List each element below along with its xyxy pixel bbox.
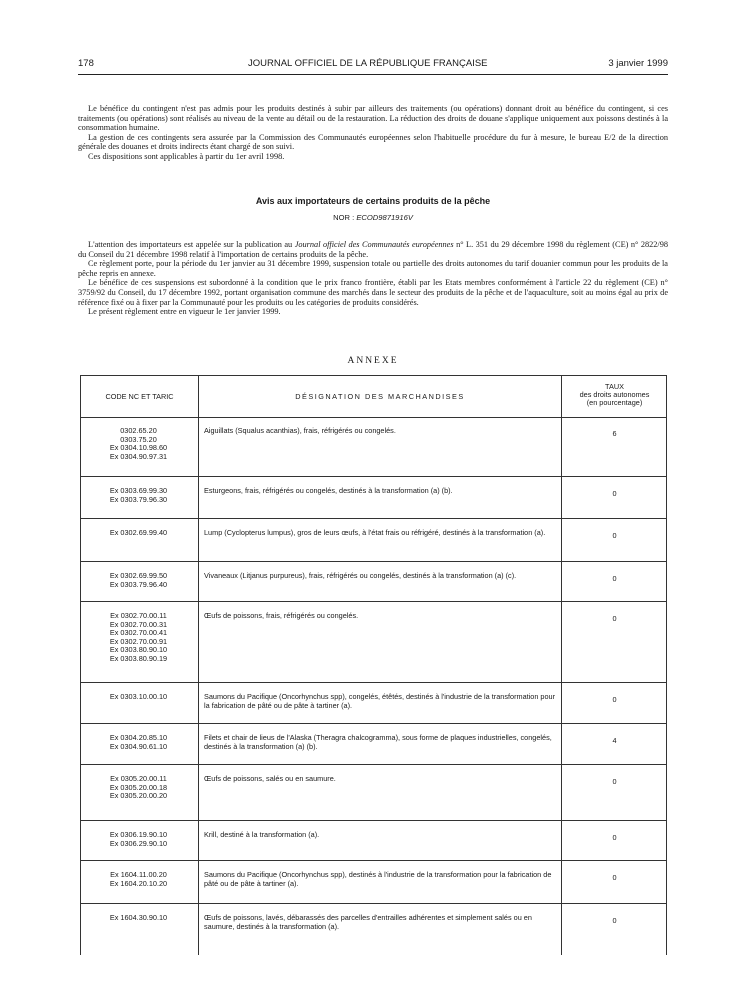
nc-code: Ex 0305.20.00.11 bbox=[110, 774, 167, 783]
nc-code: Ex 0303.80.90.19 bbox=[109, 653, 168, 663]
nc-code: Ex 0303.10.00.10 bbox=[109, 692, 168, 701]
designation: Œufs de poissons, lavés, débarassés des parcelles d'entrailles adhérentes et simplement salés ou en saumure, destinés à la transformation (a). bbox=[204, 913, 532, 931]
nc-code: 0302.65.20 bbox=[120, 426, 157, 435]
taux-value: 0 bbox=[612, 873, 617, 882]
taux-header-line: (en pourcentage) bbox=[586, 398, 643, 407]
nc-code: Ex 0303.79.96.40 bbox=[109, 579, 168, 589]
avis-paragraph: Le présent règlement entre en vigueur le 1er janvier 1999. bbox=[88, 307, 281, 317]
avis-paragraph bbox=[78, 240, 668, 259]
nc-code: Ex 0304.90.61.10 bbox=[109, 741, 168, 751]
nor-code: ECOD9871916V bbox=[356, 213, 413, 222]
avis-title: Avis aux importateurs de certains produits de la pêche bbox=[255, 196, 491, 206]
journal-title: JOURNAL OFFICIEL DE LA RÉPUBLIQUE FRANÇAISE bbox=[248, 58, 488, 69]
nc-code: Ex 0304.20.85.10 bbox=[109, 733, 168, 742]
taux-value: 6 bbox=[612, 429, 617, 438]
table-row bbox=[81, 562, 666, 602]
table-header bbox=[81, 376, 666, 418]
designation: Krill, destiné à la transformation (a). bbox=[204, 830, 320, 839]
nc-taric-codes bbox=[81, 831, 196, 848]
nc-taric-codes bbox=[81, 572, 196, 589]
nc-taric-codes bbox=[81, 871, 196, 888]
nc-code: Ex 0304.90.97.31 bbox=[109, 451, 168, 461]
nc-code: Ex 1604.20.10.20 bbox=[109, 878, 168, 888]
designation: Œufs de poissons, frais, réfrigérés ou congelés. bbox=[204, 611, 359, 620]
issue-date: 3 janvier 1999 bbox=[608, 58, 668, 69]
nc-code: Ex 0303.79.96.30 bbox=[109, 494, 168, 504]
nc-taric-codes bbox=[81, 693, 196, 702]
page-number: 178 bbox=[78, 58, 94, 69]
designation: Lump (Cyclopterus lumpus), gros de leurs œufs, à l'état frais ou réfrigéré, destinés à la transformation (a). bbox=[204, 528, 546, 537]
taux-value: 0 bbox=[612, 531, 617, 540]
nc-taric-codes bbox=[81, 914, 196, 923]
annexe-title: ANNEXE bbox=[347, 356, 399, 366]
avis-p1-before: L'attention des importateurs est appelée sur la publication au bbox=[88, 240, 293, 249]
taux-value: 0 bbox=[612, 833, 617, 842]
avis-paragraph: Le bénéfice de ces suspensions est subordonné à la condition que le prix franco frontière, établi par les Etats membres conformément à l'article 22 du règlement (CE) n° 3759/92 du Conseil, du 17 décembre 1992, portant organisation commune des marchés dans le secteur des produits de la pêche et de l'aquaculture, soit au moins égal au prix de référence fixé ou à fixer par la Communauté pour les produits ou les catégories de produits considérés. bbox=[78, 278, 668, 307]
col-header-code: CODE NC ET TARIC bbox=[105, 392, 174, 401]
nc-code: Ex 0302.69.99.50 bbox=[109, 571, 168, 580]
table-row bbox=[81, 683, 666, 724]
designation: Œufs de poissons, salés ou en saumure. bbox=[204, 774, 336, 783]
nc-code: Ex 0302.70.00.91 bbox=[109, 636, 168, 646]
table-row bbox=[81, 821, 666, 861]
taux-header-line: des droits autonomes bbox=[579, 390, 650, 399]
avis-text bbox=[78, 240, 668, 317]
nc-code: Ex 0303.69.99.30 bbox=[109, 486, 168, 495]
table-row bbox=[81, 519, 666, 562]
taux-value: 0 bbox=[612, 695, 617, 704]
intro-paragraph: Ces dispositions sont applicables à partir du 1er avril 1998. bbox=[88, 151, 285, 161]
avis-p1-after: n° L. 351 du 29 décembre 1998 du règlement (CE) n° 2822/98 du Conseil du 21 décembre 1998 relatif à l'importation de certains produits de la pêche. bbox=[78, 240, 669, 259]
nc-taric-codes bbox=[81, 487, 196, 504]
nc-code: Ex 0302.70.00.31 bbox=[109, 619, 168, 629]
nc-taric-codes bbox=[81, 612, 196, 664]
table-row bbox=[81, 765, 666, 821]
table-row bbox=[81, 861, 666, 904]
avis-paragraph: Ce règlement porte, pour la période du 1er janvier au 31 décembre 1999, suspension totale ou partielle des droits autonomes du tarif douanier commun pour les produits de la pêche repris en annexe. bbox=[78, 259, 668, 278]
designation: Aiguillats (Squalus acanthias), frais, réfrigérés ou congelés. bbox=[204, 426, 396, 435]
nc-code: Ex 0302.69.99.40 bbox=[109, 528, 168, 537]
nc-code: Ex 0305.20.00.20 bbox=[109, 791, 168, 801]
taux-header-line: TAUX bbox=[605, 382, 624, 391]
nc-code: Ex 0303.80.90.10 bbox=[109, 645, 168, 655]
nc-code: Ex 0302.70.00.11 bbox=[110, 611, 167, 620]
col-header-designation: DÉSIGNATION DES MARCHANDISES bbox=[295, 392, 465, 401]
journal-reference: Journal officiel des Communautés européennes bbox=[294, 240, 454, 249]
nc-code: 0303.75.20 bbox=[120, 434, 157, 444]
table-row bbox=[81, 724, 666, 765]
taux-value: 0 bbox=[612, 489, 617, 498]
taux-value: 0 bbox=[612, 916, 617, 925]
nc-taric-codes bbox=[81, 427, 196, 461]
taux-value: 4 bbox=[612, 736, 617, 745]
nor-reference bbox=[78, 213, 668, 222]
nc-code: Ex 0306.19.90.10 bbox=[109, 830, 168, 839]
designation: Vivaneaux (Litjanus purpureus), frais, réfrigérés ou congelés, destinés à la transformation (a) (c). bbox=[204, 571, 517, 580]
nc-code: Ex 0305.20.00.18 bbox=[109, 782, 168, 792]
nc-code: Ex 0304.10.98.60 bbox=[109, 443, 168, 453]
nc-code: Ex 0306.29.90.10 bbox=[109, 838, 168, 848]
annexe-table bbox=[80, 375, 667, 955]
page-header bbox=[78, 58, 668, 72]
intro-paragraph: La gestion de ces contingents sera assurée par la Commission des Communautés européennes selon l'habituelle procédure du fur à mesure, le bureau E/2 de la direction générale des douanes et droits indirects étant chargé de son suivi. bbox=[78, 132, 668, 152]
nc-code: Ex 1604.11.00.20 bbox=[110, 870, 167, 879]
col-header-taux bbox=[562, 383, 667, 407]
nc-code: Ex 0302.70.00.41 bbox=[109, 628, 168, 638]
designation: Filets et chair de lieus de l'Alaska (Theragra chalcogramma), sous forme de plaques industrielles, congelés, destinés à la transformation (a) (b). bbox=[204, 733, 552, 751]
designation: Saumons du Pacifique (Oncorhynchus spp), destinés à l'industrie de la transformation pour la fabrication de pâté ou de pâte à tartiner (a). bbox=[204, 870, 552, 888]
table-row bbox=[81, 602, 666, 683]
taux-value: 0 bbox=[612, 777, 617, 786]
nc-taric-codes bbox=[81, 775, 196, 801]
designation: Esturgeons, frais, réfrigérés ou congelés, destinés à la transformation (a) (b). bbox=[204, 486, 453, 495]
nc-taric-codes bbox=[81, 734, 196, 751]
table-row bbox=[81, 417, 666, 477]
taux-value: 0 bbox=[612, 614, 617, 623]
nor-label: NOR : bbox=[333, 213, 355, 222]
table-row bbox=[81, 904, 666, 956]
taux-value: 0 bbox=[612, 574, 617, 583]
nc-code: Ex 1604.30.90.10 bbox=[109, 913, 168, 922]
table-row bbox=[81, 477, 666, 519]
header-rule bbox=[78, 74, 668, 75]
intro-paragraph: Le bénéfice du contingent n'est pas admis pour les produits destinés à subir par ailleurs des traitements (ou opérations) donnant droit au bénéfice du contingent, si ces traitements (ou opérations) sont réalisés au niveau de la vente au détail ou de la restauration. La réduction des droits de douane s'applique uniquement aux poissons destinés à la consommation humaine. bbox=[78, 104, 668, 133]
designation: Saumons du Pacifique (Oncorhynchus spp), congelés, étêtés, destinés à l'industrie de la transformation pour la fabrication de pâté ou de pâte à tartiner (a). bbox=[204, 692, 556, 710]
intro-text bbox=[78, 104, 668, 162]
nc-taric-codes bbox=[81, 529, 196, 538]
